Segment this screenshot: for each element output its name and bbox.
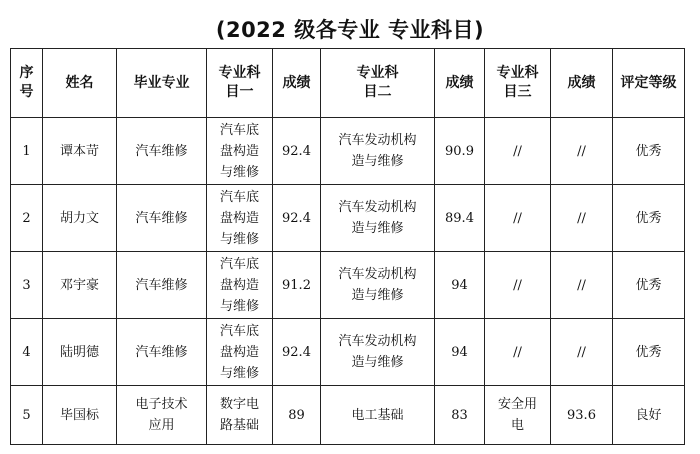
cell-no: 3 (11, 252, 43, 319)
header-name: 姓名 (43, 49, 117, 118)
cell-score-3: // (551, 118, 613, 185)
cell-score-1: 92.4 (273, 118, 321, 185)
cell-no: 2 (11, 185, 43, 252)
cell-score-2: 83 (435, 386, 485, 445)
cell-score-3: // (551, 252, 613, 319)
header-score-1: 成绩 (273, 49, 321, 118)
cell-name: 邓宇豪 (43, 252, 117, 319)
cell-subject-1: 汽车底盘构造与维修 (207, 185, 273, 252)
cell-no: 1 (11, 118, 43, 185)
header-subject-3: 专业科目三 (485, 49, 551, 118)
cell-subject-2: 汽车发动机构造与维修 (321, 319, 435, 386)
cell-score-2: 89.4 (435, 185, 485, 252)
cell-major: 汽车维修 (117, 118, 207, 185)
header-row (11, 49, 685, 118)
cell-score-1: 92.4 (273, 185, 321, 252)
cell-grade: 优秀 (613, 319, 685, 386)
table-row (11, 386, 685, 445)
cell-major: 汽车维修 (117, 252, 207, 319)
grades-table (10, 48, 685, 445)
cell-subject-3: 安全用电 (485, 386, 551, 445)
header-score-3: 成绩 (551, 49, 613, 118)
table-row (11, 118, 685, 185)
cell-score-3: // (551, 319, 613, 386)
cell-subject-3: // (485, 252, 551, 319)
cell-name: 毕国标 (43, 386, 117, 445)
cell-score-2: 94 (435, 252, 485, 319)
cell-grade: 优秀 (613, 185, 685, 252)
document-title: (2022 级各专业 专业科目) (215, 18, 485, 42)
cell-score-1: 92.4 (273, 319, 321, 386)
cell-no: 4 (11, 319, 43, 386)
cell-major: 汽车维修 (117, 185, 207, 252)
cell-grade: 优秀 (613, 252, 685, 319)
header-subject-2: 专业科目二 (321, 49, 435, 118)
header-grade: 评定等级 (613, 49, 685, 118)
cell-subject-3: // (485, 118, 551, 185)
cell-score-2: 90.9 (435, 118, 485, 185)
cell-subject-2: 汽车发动机构造与维修 (321, 252, 435, 319)
cell-name: 胡力文 (43, 185, 117, 252)
cell-subject-2: 电工基础 (321, 386, 435, 445)
cell-major: 电子技术应用 (117, 386, 207, 445)
cell-major: 汽车维修 (117, 319, 207, 386)
cell-subject-3: // (485, 185, 551, 252)
header-score-2: 成绩 (435, 49, 485, 118)
cell-score-1: 91.2 (273, 252, 321, 319)
cell-score-3: 93.6 (551, 386, 613, 445)
cell-subject-2: 汽车发动机构造与维修 (321, 185, 435, 252)
cell-score-3: // (551, 185, 613, 252)
table-row (11, 319, 685, 386)
cell-score-1: 89 (273, 386, 321, 445)
cell-score-2: 94 (435, 319, 485, 386)
cell-subject-1: 汽车底盘构造与维修 (207, 252, 273, 319)
cell-grade: 良好 (613, 386, 685, 445)
cell-subject-2: 汽车发动机构造与维修 (321, 118, 435, 185)
cell-subject-1: 汽车底盘构造与维修 (207, 319, 273, 386)
cell-subject-1: 数字电路基础 (207, 386, 273, 445)
cell-grade: 优秀 (613, 118, 685, 185)
cell-subject-3: // (485, 319, 551, 386)
cell-name: 谭本苛 (43, 118, 117, 185)
table-row (11, 185, 685, 252)
cell-no: 5 (11, 386, 43, 445)
header-subject-1: 专业科目一 (207, 49, 273, 118)
table-row (11, 252, 685, 319)
header-major: 毕业专业 (117, 49, 207, 118)
cell-subject-1: 汽车底盘构造与维修 (207, 118, 273, 185)
cell-name: 陆明德 (43, 319, 117, 386)
header-no: 序号 (11, 49, 43, 118)
